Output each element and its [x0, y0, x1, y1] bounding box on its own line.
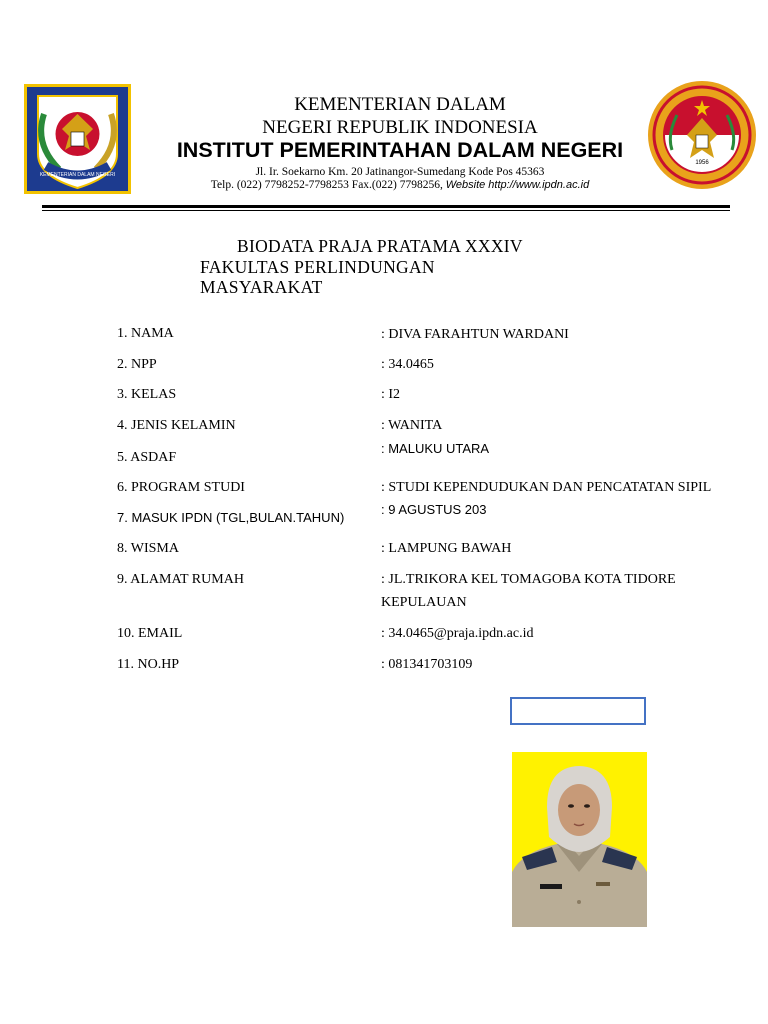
field-value-masuk-ipdn: : 9 AGUSTUS 203 — [381, 502, 487, 517]
field-label-nama: 1. NAMA — [117, 326, 174, 341]
field-value-nohp: : 081341703109 — [381, 657, 473, 672]
field-label-asdaf: 5. ASDAF — [117, 450, 177, 465]
header-line-2: NEGERI REPUBLIK INDONESIA — [262, 117, 538, 138]
contact-website: Website http://www.ipdn.ac.id — [445, 179, 590, 191]
field-label-program-studi: 6. PROGRAM STUDI — [117, 480, 245, 495]
header-rule-thin — [42, 210, 730, 211]
field-label-jenis-kelamin: 4. JENIS KELAMIN — [117, 418, 236, 433]
field-value-kelas: : I2 — [381, 387, 401, 402]
field-value-alamat: : JL.TRIKORA KEL TOMAGOBA KOTA TIDORE — [381, 572, 676, 587]
field-label-npp: 2. NPP — [117, 357, 157, 372]
field-label-nohp: 11. NO.HP — [117, 657, 180, 672]
empty-text-box — [510, 697, 646, 725]
address-line: Jl. Ir. Soekarno Km. 20 Jatinangor-Sumedang Kode Pos 45363 — [255, 166, 545, 178]
logo-right-year: 1956 — [695, 160, 709, 166]
field-value-alamat-line-2: KEPULAUAN — [381, 595, 467, 610]
field-label-wisma: 8. WISMA — [117, 541, 179, 556]
field-value-npp: : 34.0465 — [381, 357, 434, 372]
contact-line — [16, 179, 768, 191]
header-rule-thick — [42, 205, 730, 208]
field-value-email: : 34.0465@praja.ipdn.ac.id — [381, 626, 534, 641]
field-label-masuk-ipdn: 7. MASUK IPDN (TGL,BULAN.TAHUN) — [117, 510, 345, 525]
field-value-asdaf: : MALUKU UTARA — [381, 441, 490, 456]
faculty-line-2: MASYARAKAT — [200, 277, 323, 297]
faculty-line-1: FAKULTAS PERLINDUNGAN — [200, 257, 435, 277]
header-line-1: KEMENTERIAN DALAM — [294, 94, 506, 115]
field-label-alamat: 9. ALAMAT RUMAH — [117, 572, 244, 587]
field-value-jenis-kelamin: : WANITA — [381, 418, 443, 433]
field-value-nama: : DIVA FARAHTUN WARDANI — [381, 327, 569, 342]
institute-name: INSTITUT PEMERINTAHAN DALAM NEGERI — [176, 138, 624, 162]
field-label-email: 10. EMAIL — [117, 626, 183, 641]
field-label-kelas: 3. KELAS — [117, 387, 177, 402]
document-title: BIODATA PRAJA PRATAMA XXXIV — [237, 236, 523, 256]
contact-phone-fax: Telp. (022) 7798252-7798253 Fax.(022) 7798256, — [210, 179, 446, 191]
student-photo — [512, 752, 647, 927]
field-value-wisma: : LAMPUNG BAWAH — [381, 541, 512, 556]
logo-left-text: KEMENTERIAN DALAM NEGERI — [39, 172, 116, 178]
field-value-program-studi: : STUDI KEPENDUDUKAN DAN PENCATATAN SIPIL — [381, 480, 712, 495]
